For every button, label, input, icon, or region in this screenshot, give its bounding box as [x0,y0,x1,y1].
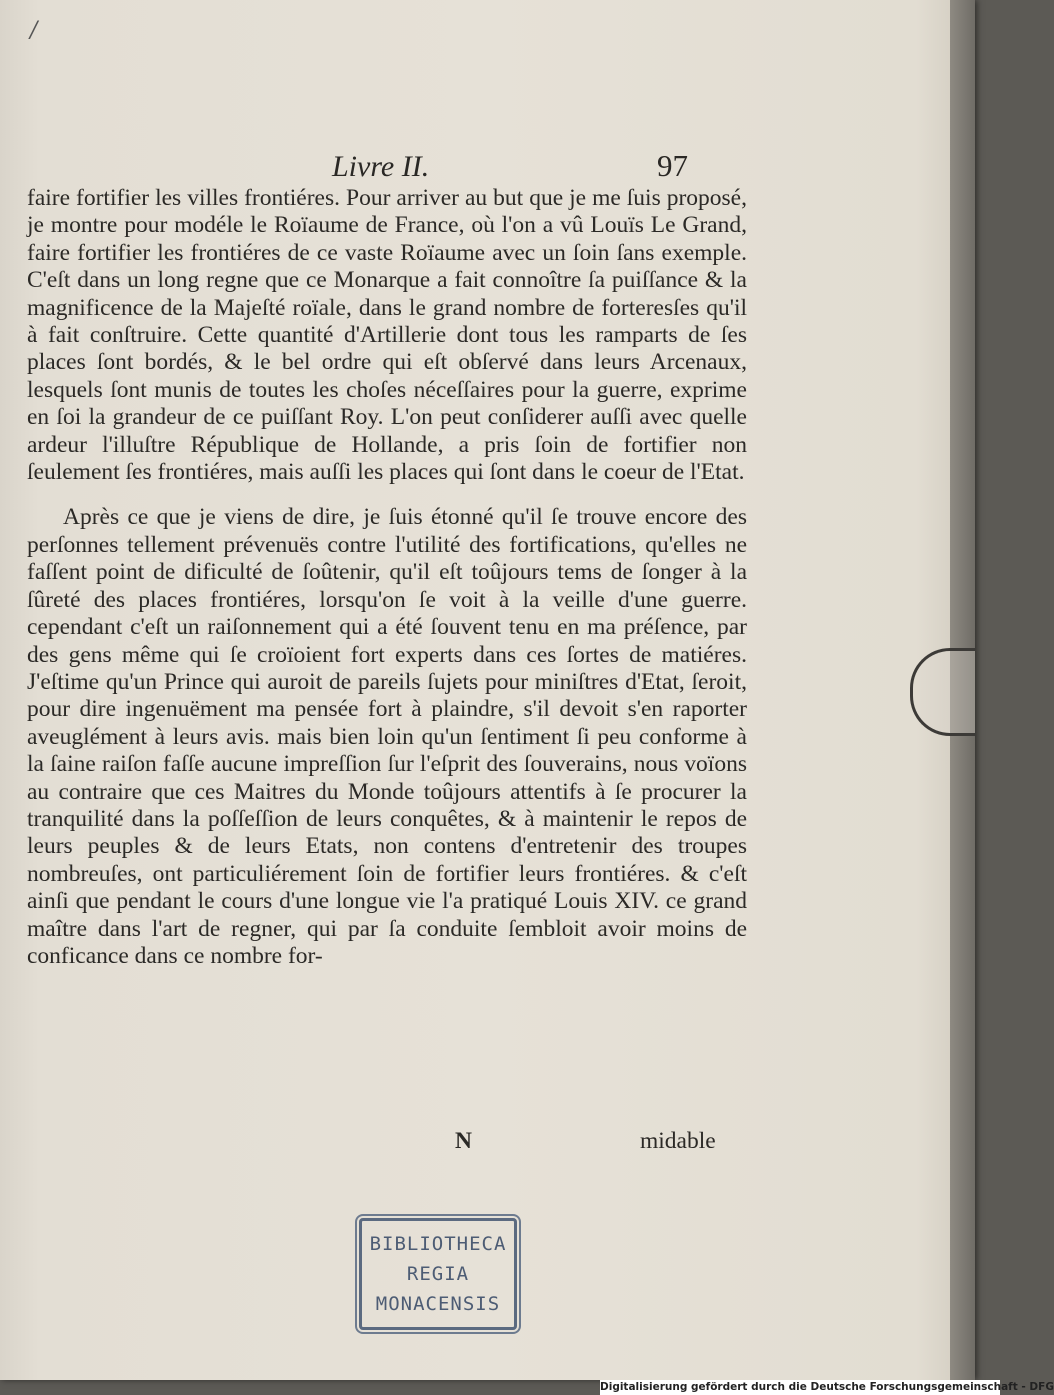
page-footer [0,1128,1000,1158]
corner-mark: / [30,18,38,43]
page-header [0,150,1000,190]
body-text [27,185,747,970]
signature-mark: N [455,1128,472,1154]
paragraph-2: Après ce que je viens de dire, je ſuis étonné qu'il ſe trouve encore des perſonnes tellement prévenuës contre l'utilité des fortifications, qu'elles ne faſſent point de dificulté de ſoûtenir, qu'il eſt toûjours tems de ſonger à la ſûreté des places frontiéres, lorsqu'on ſe voit à la veille d'une guerre. cependant c'eſt un raiſonnement qui a été ſouvent tenu en ma préſence, par des gens même qui ſe croïoient fort experts dans ces ſortes de matiéres. J'eſtime qu'un Prince qui auroit de pareils ſujets pour miniſtres d'Etat, ſeroit, pour dire ingenuëment ma pensée fort à plaindre, s'il devoit s'en raporter aveuglément à leurs avis. mais bien loin qu'un ſentiment ſi peu conforme à la ſaine raiſon faſſe aucune impreſſion ſur l'eſprit des ſouverains, nous voïons au contraire que ces Maitres du Monde toûjours attentifs à ſe procurer la tranquilité dans la poſſeſſion de leurs conquêtes, & à maintenir le repos de leurs peuples & de leurs Etats, non contens d'entretenir des troupes nombreuſes, ont particuliérement ſoin de fortifier leurs frontiéres. & c'eſt ainſi que pendant le cours d'une longue vie l'a pratiqué Louis XIV. ce grand maître dans l'art de regner, qui par ſa conduite ſembloit avoir moins de conficance dans ce nombre for- [27,504,747,969]
stamp-line-1: BIBLIOTHECA [369,1233,507,1255]
funding-note: Digitalisierung gefördert durch die Deutsche Forschungsgemeinschaft - DFG [600,1381,1054,1393]
stamp-line-2: REGIA [406,1263,470,1285]
running-title: Livre II. [332,150,430,183]
catchword: midable [640,1128,716,1154]
page-number: 97 [657,148,688,183]
paragraph-1: faire fortifier les villes frontiéres. Pour arriver au but que je me ſuis proposé, je montre pour modéle le Roïaume de France, où l'on a vû Louïs Le Grand, faire fortifier les frontiéres de ce vaste Roïaume avec un ſoin ſans exemple. C'eſt dans un long regne que ce Monarque a fait connoître ſa puiſſance & la magnificence de la Majeſté roïale, dans le grand nombre de forteresſes qu'il à fait conſtruire. Cette quantité d'Artillerie dont tous les ramparts de ſes places ſont bordés, & le bel ordre qui eſt obſervé dans leurs Arcenaux, lesquels ſont munis de toutes les choſes néceſſaires pour la guerre, exprime en ſoi la grandeur de ce puiſſant Roy. L'on peut conſiderer auſſi avec quelle ardeur l'illuſtre République de Hollande, a pris ſoin de fortifier non ſeulement ſes frontiéres, mais auſſi les places qui ſont dans le coeur de l'Etat. [27,185,747,486]
page-clip [910,648,975,736]
library-stamp [359,1218,517,1330]
stamp-line-3: MONACENSIS [375,1293,501,1315]
